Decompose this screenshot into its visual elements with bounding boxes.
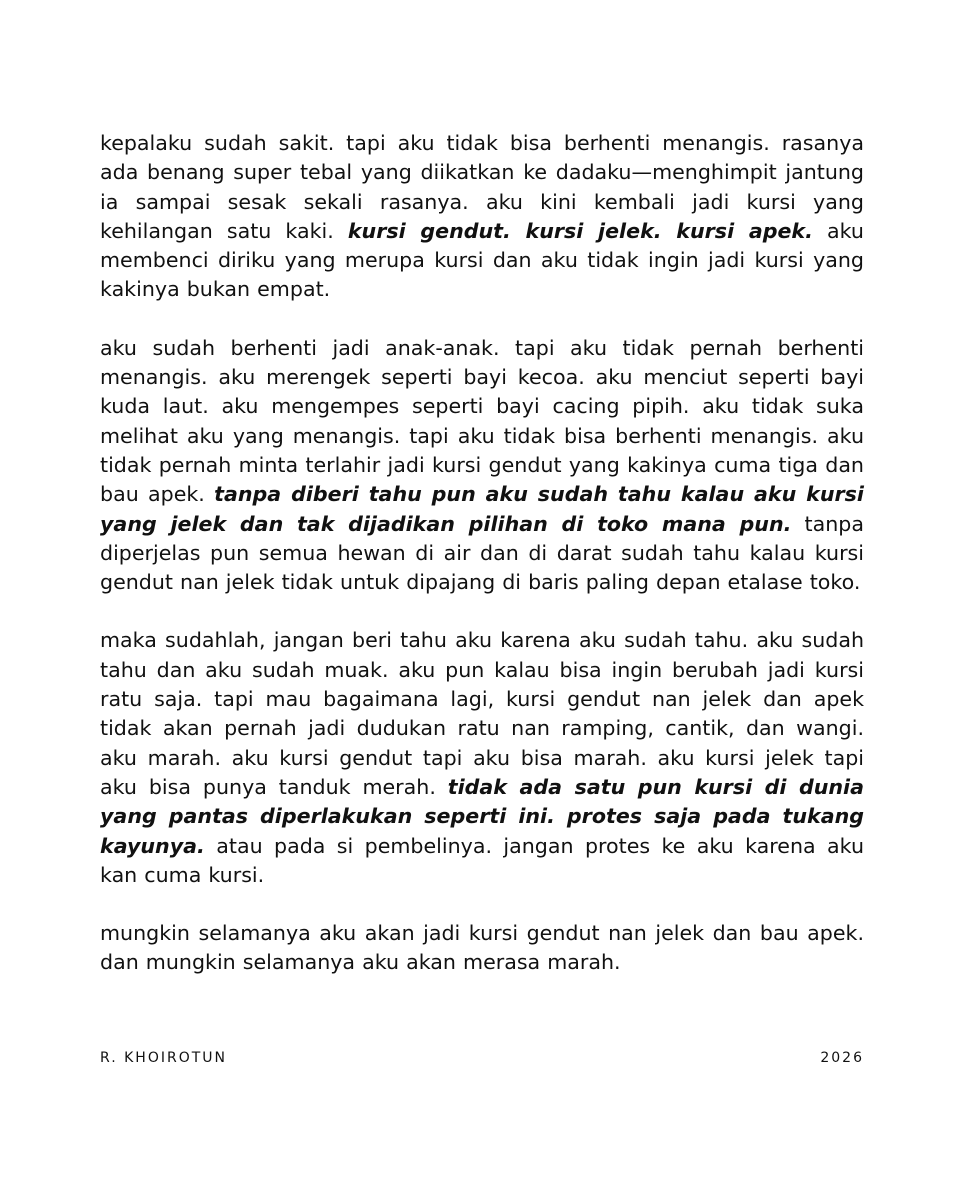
emphasized-text: tidak ada satu pun kursi di dunia yang pantas diperlakukan seperti ini. protes saja pada tukang kayunya. [100, 774, 864, 858]
text-run: kepalaku sudah sakit. tapi aku tidak bisa berhenti menangis. rasanya ada benang super tebal yang diikatkan ke dadaku—menghimpit jantung ia sampai sesak sekali rasanya. aku kini kembali jadi kursi yang kehilangan satu kaki. [100, 131, 864, 243]
author-name: R. KHOIROTUN [100, 1050, 228, 1066]
page-footer [100, 1050, 864, 1066]
text-run: maka sudahlah, jangan beri tahu aku karena aku sudah tahu. aku sudah tahu dan aku sudah muak. aku pun kalau bisa ingin berubah jadi kursi ratu saja. tapi mau bagaimana lagi, kursi gendut nan jelek dan apek tidak akan pernah jadi dudukan ratu nan ramping, cantik, dan wangi. aku marah. aku kursi gendut tapi aku bisa marah. aku kursi jelek tapi aku bisa punya tanduk merah. [100, 628, 864, 799]
paragraph-3 [100, 626, 864, 890]
text-run: atau pada si pembelinya. jangan protes ke aku karena aku kan cuma kursi. [100, 833, 864, 887]
emphasized-text: tanpa diberi tahu pun aku sudah tahu kalau aku kursi yang jelek dan tak dijadikan pilihan di toko mana pun. [100, 482, 864, 536]
paragraph-4 [100, 919, 864, 978]
text-run: tanpa diperjelas pun semua hewan di air dan di darat sudah tahu kalau kursi gendut nan jelek tidak untuk dipajang di baris paling depan etalase toko. [100, 511, 864, 595]
document-body [100, 129, 864, 1007]
paragraph-1 [100, 129, 864, 305]
text-run: aku membenci diriku yang merupa kursi dan aku tidak ingin jadi kursi yang kakinya bukan empat. [100, 218, 864, 302]
text-run: mungkin selamanya aku akan jadi kursi gendut nan jelek dan bau apek. dan mungkin selamanya aku akan merasa marah. [100, 921, 864, 975]
text-run: aku sudah berhenti jadi anak-anak. tapi aku tidak pernah berhenti menangis. aku merengek seperti bayi kecoa. aku menciut seperti bayi kuda laut. aku mengempes seperti bayi cacing pipih. aku tidak suka melihat aku yang menangis. tapi aku tidak bisa berhenti menangis. aku tidak pernah minta terlahir jadi kursi gendut yang kakinya cuma tiga dan bau apek. [100, 335, 864, 507]
paragraph-2 [100, 334, 864, 598]
year-label: 2026 [820, 1050, 864, 1066]
emphasized-text: kursi gendut. kursi jelek. kursi apek. [347, 218, 813, 243]
